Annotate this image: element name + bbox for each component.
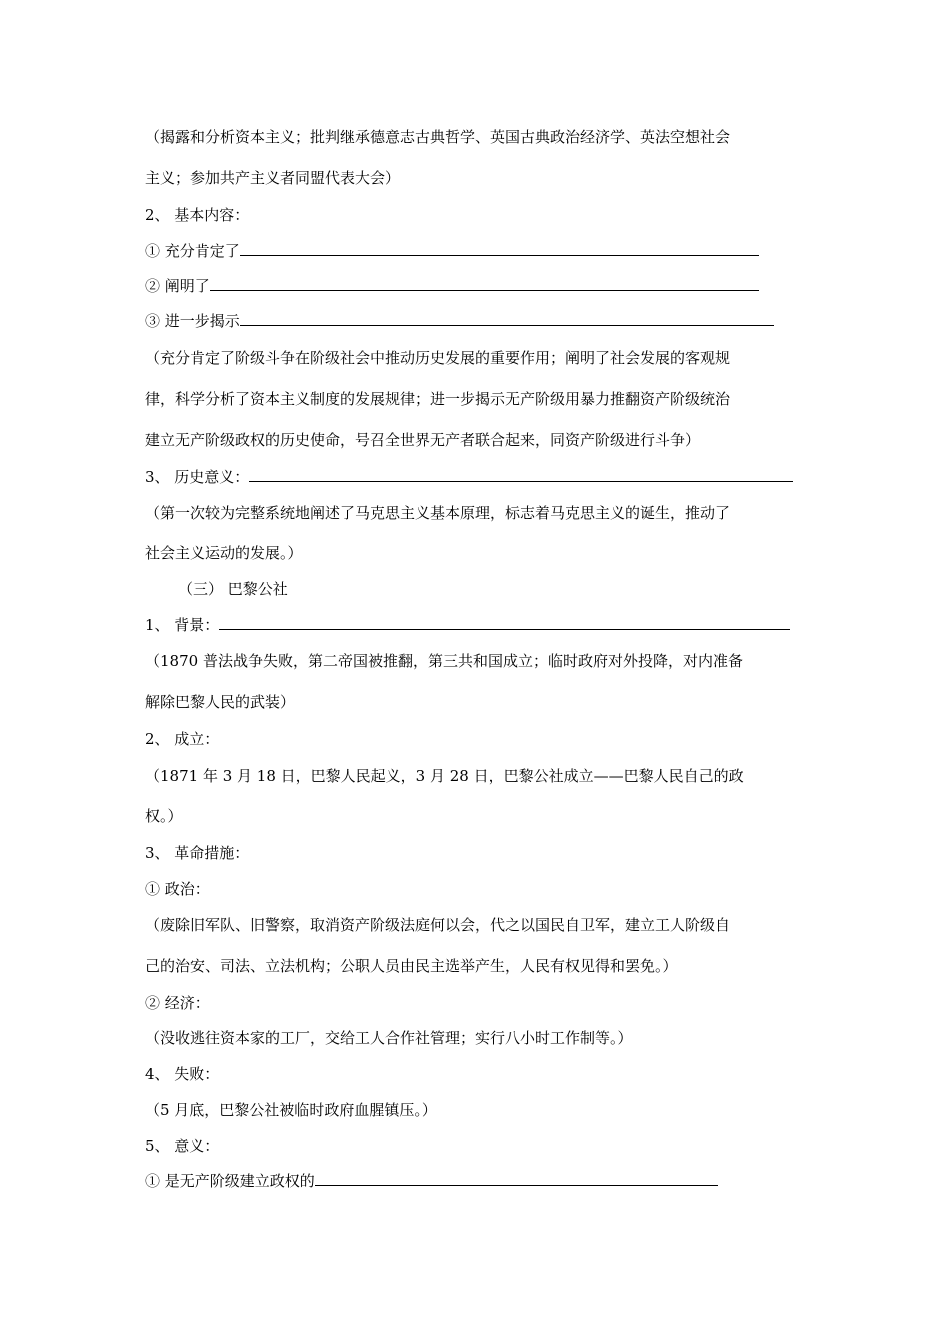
question-heading: 2、 基本内容： xyxy=(145,206,250,224)
answer-text: （揭露和分析资本主义；批判继承德意志古典哲学、英国古典政治经济学、英法空想社会 xyxy=(145,128,731,146)
question-item: ① 政治： xyxy=(145,880,210,898)
question-heading: 3、 革命措施： xyxy=(145,844,250,862)
answer-text: （1870 普法战争失败，第二帝国被推翻，第三共和国成立；临时政府对外投降，对内准备 xyxy=(145,652,743,670)
item-label: ① 充分肯定了 xyxy=(145,242,240,260)
answer-text: 权。） xyxy=(145,807,183,825)
fill-in-blank[interactable] xyxy=(219,615,790,630)
question-heading: 1、 背景： xyxy=(145,616,220,634)
question-item xyxy=(145,311,774,331)
fill-in-blank[interactable] xyxy=(210,276,759,291)
question-item xyxy=(145,615,790,635)
fill-in-blank[interactable] xyxy=(240,241,759,256)
fill-in-blank[interactable] xyxy=(249,467,793,482)
section-title: （三） 巴黎公社 xyxy=(178,580,288,598)
question-heading: 2、 成立： xyxy=(145,730,220,748)
answer-text: （没收逃往资本家的工厂，交给工人合作社管理；实行八小时工作制等。） xyxy=(145,1029,633,1047)
fill-in-blank[interactable] xyxy=(315,1171,718,1186)
question-item xyxy=(145,1171,718,1191)
answer-text: 己的治安、司法、立法机构；公职人员由民主选举产生，人民有权见得和罢免。） xyxy=(145,957,678,975)
question-item xyxy=(145,276,759,296)
question-item xyxy=(145,467,793,487)
item-label: ② 阐明了 xyxy=(145,277,210,295)
fill-in-blank[interactable] xyxy=(240,311,774,326)
answer-text: （废除旧军队、旧警察，取消资产阶级法庭何以会，代之以国民自卫军，建立工人阶级自 xyxy=(145,916,731,934)
answer-text: 主义；参加共产主义者同盟代表大会） xyxy=(145,169,401,187)
answer-text: 律，科学分析了资本主义制度的发展规律；进一步揭示无产阶级用暴力推翻资产阶级统治 xyxy=(145,390,731,408)
question-item xyxy=(145,241,759,261)
question-heading: 5、 意义： xyxy=(145,1137,220,1155)
answer-text: （5 月底，巴黎公社被临时政府血腥镇压。） xyxy=(145,1101,437,1119)
question-heading: 4、 失败： xyxy=(145,1065,220,1083)
answer-text: 建立无产阶级政权的历史使命，号召全世界无产者联合起来，同资产阶级进行斗争） xyxy=(145,431,701,449)
answer-text: （充分肯定了阶级斗争在阶级社会中推动历史发展的重要作用；阐明了社会发展的客观规 xyxy=(145,349,731,367)
answer-text: （1871 年 3 月 18 日，巴黎人民起义，3 月 28 日，巴黎公社成立——巴黎人民自己的政 xyxy=(145,767,744,785)
item-label: ① 是无产阶级建立政权的 xyxy=(145,1172,315,1190)
question-item: ② 经济： xyxy=(145,994,210,1012)
item-label: ③ 进一步揭示 xyxy=(145,312,240,330)
question-heading: 3、 历史意义： xyxy=(145,468,250,486)
answer-text: （第一次较为完整系统地阐述了马克思主义基本原理，标志着马克思主义的诞生，推动了 xyxy=(145,504,731,522)
answer-text: 社会主义运动的发展。） xyxy=(145,544,303,562)
answer-text: 解除巴黎人民的武装） xyxy=(145,693,296,711)
